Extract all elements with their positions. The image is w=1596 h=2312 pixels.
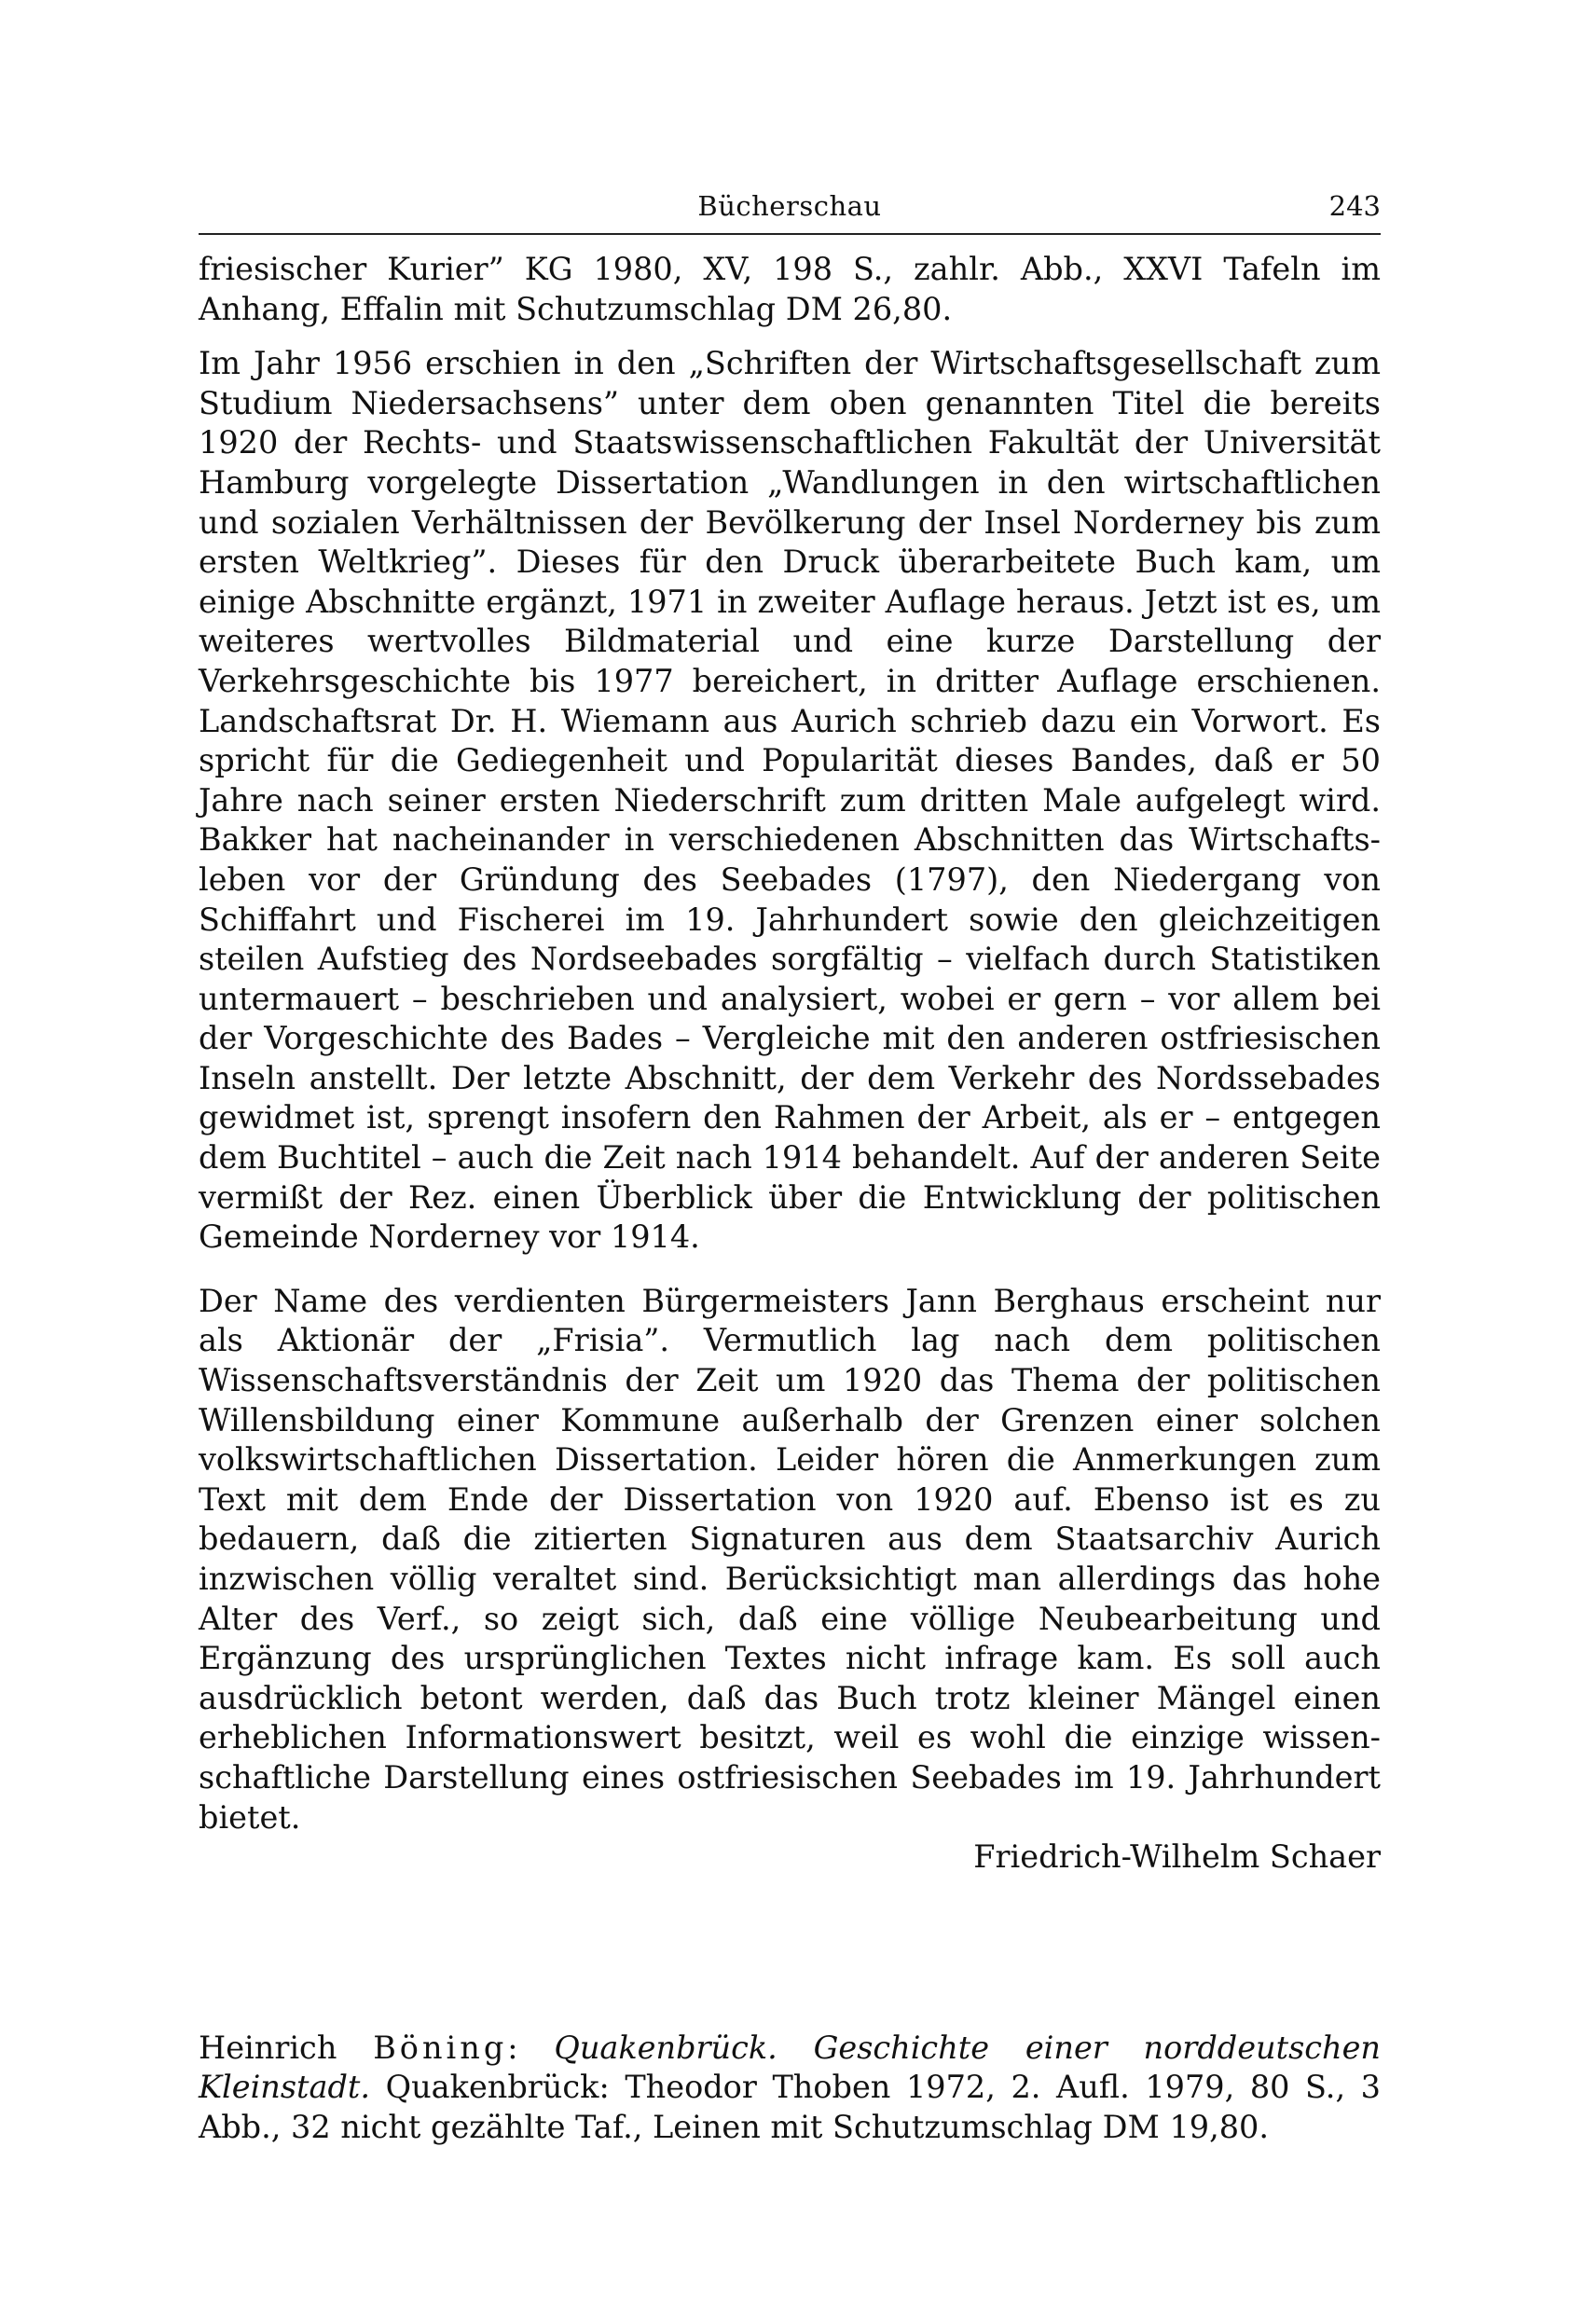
review-paragraph-1: Im Jahr 1956 erschien in den „Schriften der Wirtschaftsgesellschaft zum Studium Niedersachsens” unter dem oben genannten Titel die bereits 1920 der Rechts- und Staatswissenschaftlichen Fakultät der Universität Hamburg vorgelegte Dissertation „Wandlungen in den wirtschaftlichen und sozialen Verhältnissen der Bevölkerung der Insel Norderney bis zum ersten Weltkrieg”. Dieses für den Druck überarbeitete Buch kam, um einige Abschnitte ergänzt, 1971 in zweiter Auflage heraus. Jetzt ist es, um weiteres wertvolles Bildmaterial und eine kurze Darstellung der Verkehrsgeschichte bis 1977 bereichert, in dritter Auflage erschienen. Landschaftsrat Dr. H. Wiemann aus Aurich schrieb dazu ein Vorwort. Es spricht für die Gediegenheit und Popularität dieses Bandes, daß er 50 Jahre nach seiner ersten Niederschrift zum dritten Male aufgelegt wird. Bakker hat nacheinander in verschiedenen Abschnitten das Wirtschaftsleben vor der Gründung des Seebades (1797), den Niedergang von Schiffahrt und Fischerei im 19. Jahrhundert sowie den gleichzeitigen steilen Aufstieg des Nordseebades sorgfältig – vielfach durch Statistiken untermauert – beschrieben und analysiert, wobei er gern – vor allem bei der Vorgeschichte des Bades – Vergleiche mit den anderen ostfriesischen Inseln anstellt. Der letzte Abschnitt, der dem Verkehr des Nordssebades gewidmet ist, sprengt insofern den Rahmen der Arbeit, als er – entgegen dem Buchtitel – auch die Zeit nach 1914 behandelt. Auf der anderen Seite vermißt der Rez. einen Überblick über die Entwicklung der politischen Gemeinde Norderney vor 1914.	[199, 345, 1381, 1256]
citation-book-title: Quakenbrück. Geschichte einer norddeutschen Kleinstadt.	[199, 2029, 1381, 2106]
citation-separator: :	[507, 2029, 518, 2066]
citation-details: Quakenbrück: Theodor Thoben 1972, 2. Aufl. 1979, 80 S., 3 Abb., 32 nicht gezählte Taf., Leinen mit Schutzumschlag DM 19,80.	[199, 2069, 1381, 2145]
running-title: Bücherschau	[697, 190, 882, 222]
running-header	[199, 183, 1381, 235]
citation-continuation: friesischer Kurier” KG 1980, XV, 198 S., zahlr. Abb., XXVI Tafeln im Anhang, Effalin mit Schutzumschlag DM 26,80.	[199, 251, 1381, 327]
citation-author-last: Böning	[373, 2029, 508, 2066]
review-paragraph-2: Der Name des verdienten Bürgermeisters Jann Berghaus erscheint nur als Aktionär der „Frisia”. Vermutlich lag nach dem politischen Wissenschaftsverständnis der Zeit um 1920 das Thema der politischen Willensbildung einer Kommune außerhalb der Grenzen einer solchen volkswirtschaftlichen Dissertation. Leider hören die Anmerkungen zum Text mit dem Ende der Dissertation von 1920 auf. Ebenso ist es zu bedauern, daß die zitierten Signaturen aus dem Staatsarchiv Aurich inzwischen völlig veraltet sind. Berücksichtigt man allerdings das hohe Alter des Verf., so zeigt sich, daß eine völlige Neubearbeitung und Ergänzung des ursprünglichen Textes nicht infrage kam. Es soll auch ausdrücklich betont werden, daß das Buch trotz kleiner Mängel einen erheblichen Informationswert besitzt, weil es wohl die einzige wissenschaftliche Darstellung eines ostfriesischen Seebades im 19. Jahrhundert bietet.	[199, 1282, 1381, 1836]
page-number: 243	[1328, 190, 1381, 222]
citation-author-first: Heinrich	[199, 2029, 337, 2066]
reviewer-signature: Friedrich-Wilhelm Schaer	[973, 1838, 1381, 1876]
next-review-citation	[199, 2029, 1381, 2148]
document-page	[199, 183, 1381, 2148]
